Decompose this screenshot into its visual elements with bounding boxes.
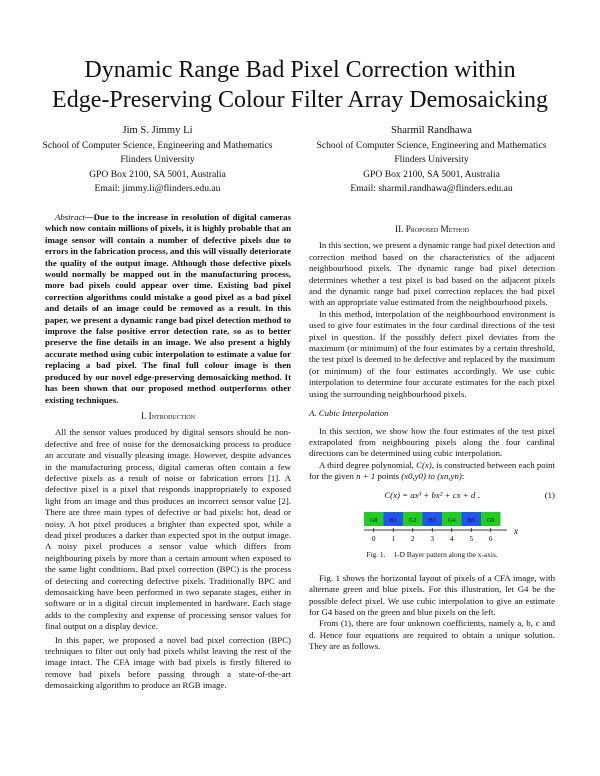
figure-caption: Fig. 1. 1-D Bayer pattern along the x-axis. (366, 550, 498, 560)
paragraph: In this method, interpolation of the neighbourhood environment is used to give four estimates in the four cardinal directions of the test pixel in question. If the possibly defect pixel deviates from the maximum (or minimum) of the four estimates by a certain threshold, the test pixel is deemed to be defective and replaced by the maximum (or minimum) of the four estimates accordingly. We use cubic interpolation to determine four accurate estimates for the each pixel using the surrounding neighbourhood pixels. (309, 308, 555, 399)
abstract-text: —Due to the increase in resolution of digital cameras which now contain millions of pixels, it is highly probable that an image sensor will contain a number of defective pixels due to errors in the fabrication process, and this will visually deteriorate the quality of the output image. Although those defective pixels would normally be mapped out in the manufacturing process, more bad pixels could appear over time. Existing bad pixel correction algorithms could mistake a good pixel as a bad pixel and details of an image could be removed as a result. In this paper, we present a dynamic range bad pixel detection method to improve the false positive error detection rate, so as to better preserve the fine details in an image. We also present a highly accurate method using cubic interpolation to estimate a value for replacing a bad pixel. The final full colour image is then produced by our novel edge-preserving demosaicking method. It has been shown that our proposed method outperforms other existing techniques. (45, 212, 291, 405)
bayer-cell-label: B1 (389, 517, 397, 524)
author-block-2 (300, 124, 563, 197)
figure-1 (309, 510, 555, 547)
author-affiliation: School of Computer Science, Engineering and Mathematics (42, 139, 273, 151)
author-address: GPO Box 2100, SA 5001, Australia (363, 168, 500, 180)
author-address: GPO Box 2100, SA 5001, Australia (89, 168, 226, 180)
paragraph: All the sensor values produced by digital sensors should be non-defective and free of noise for the demosaicking process to produce an accurate and visually pleasing image. However, despite advances in the manufacturing process, digital cameras often contain a few defective pixels as a result of noise or fabrication errors [1]. A defective pixel is a pixel that responds inappropriately to exposed light from an image and thus produces an incorrect sensor value [2]. There are three main types of defective or bad pixels: hot, dead or noisy. A hot pixel produces a brighter than expected spot, while a dead pixel produces a darker than expected spot in the output image. A noisy pixel produces a sensor value which differs from neighbouring pixels by more than a certain amount when exposed to the same light conditions. Bad pixel correction (BPC) is the process of detecting and correcting defective pixels. Traditionally BPC and demosaicking have been performed in two separate stages, either in software or in a digital circuit implemented in hardware. Each stage adds to the complexity and expense of processing sensor values for final output on a display device. (45, 427, 291, 632)
paragraph: From (1), there are four unknown coefficients, namely a, b, c and d. Hence four equations are required to obtain a unique solution. They are as follows. (309, 618, 555, 652)
x-axis-tick-label: 2 (411, 534, 415, 543)
x-axis-tick-label: 5 (469, 534, 473, 543)
section-heading-proposed-method: II. Proposed Method (395, 224, 469, 234)
author-affiliation: School of Computer Science, Engineering and Mathematics (316, 139, 547, 151)
paragraph: In this paper, we proposed a novel bad pixel correction (BPC) techniques to filter out only bad pixels whilst leaving the rest of the image intact. The CFA image with bad pixels is firstly filtered to remove bad pixels before passing through a state-of-the-art demosaicking algorithm to produce an RGB image. (45, 634, 291, 691)
x-axis-tick-label: 6 (489, 534, 493, 543)
bayer-pattern-diagram (309, 510, 555, 544)
paragraph: In this section, we present a dynamic range bad pixel detection and correction method based on the characteristics of the adjacent neighbourhood pixels. The dynamic range bad pixel detection determines whether a test pixel is bad based on the adjacent pixels and the dynamic range bad pixel correction replaces the bad pixel with an appropriate value estimated from the neighbourhood pixels. (309, 240, 555, 308)
paper-title (20, 55, 580, 115)
right-column (309, 224, 555, 653)
bayer-cell-label: B3 (428, 517, 436, 524)
bayer-cell-label: G4 (448, 517, 456, 524)
author-email: Email: sharmil.randhawa@flinders.edu.au (350, 183, 513, 194)
equation-number: (1) (544, 489, 555, 500)
bayer-cell-label: B5 (467, 517, 475, 524)
bayer-cell-label: G0 (370, 517, 378, 524)
equation-1 (309, 490, 555, 501)
abstract (45, 212, 291, 406)
bayer-cell-label: G6 (487, 517, 495, 524)
x-axis-tick-label: 3 (430, 534, 434, 543)
x-axis-tick-label: 4 (450, 534, 454, 543)
bayer-cell-label: G2 (409, 517, 417, 524)
title-line-2: Edge-Preserving Colour Filter Array Demosaicking (52, 87, 548, 113)
abstract-label: Abstract (55, 212, 85, 222)
paragraph: Fig. 1 shows the horizontal layout of pixels of a CFA image, with alternate green and blue pixels. For this illustration, let G4 be the possible defect pixel. We use cubic interpolation to give an estimate for G4 based on the green and blue pixels on the left. (309, 572, 555, 617)
author-email: Email: jimmy.li@flinders.edu.au (94, 183, 221, 194)
left-column (45, 212, 291, 692)
author-name: Sharmil Randhawa (391, 125, 472, 136)
x-axis-label: x (514, 525, 518, 536)
equation-text: C(x) = ax³ + bx² + cx + d . (384, 489, 480, 500)
paragraph: A third degree polynomial, C(x), is constructed between each point for the given n + 1 points (x0,y0) to (xn,yn): (309, 459, 555, 482)
paragraph: In this section, we show how the four estimates of the test pixel extrapolated from neighbouring pixels along the four cardinal directions can be determined using cubic interpolation. (309, 425, 555, 459)
x-axis-tick-label: 0 (372, 534, 376, 543)
author-institution: Flinders University (120, 154, 195, 165)
author-name: Jim S. Jimmy Li (122, 125, 193, 136)
author-block-1 (30, 124, 285, 197)
author-institution: Flinders University (394, 154, 469, 165)
title-line-1: Dynamic Range Bad Pixel Correction within (84, 57, 516, 83)
section-heading-introduction: I. Introduction (140, 410, 196, 421)
x-axis-tick-label: 1 (391, 534, 395, 543)
subsection-heading-cubic-interpolation: A. Cubic Interpolation (309, 408, 389, 419)
